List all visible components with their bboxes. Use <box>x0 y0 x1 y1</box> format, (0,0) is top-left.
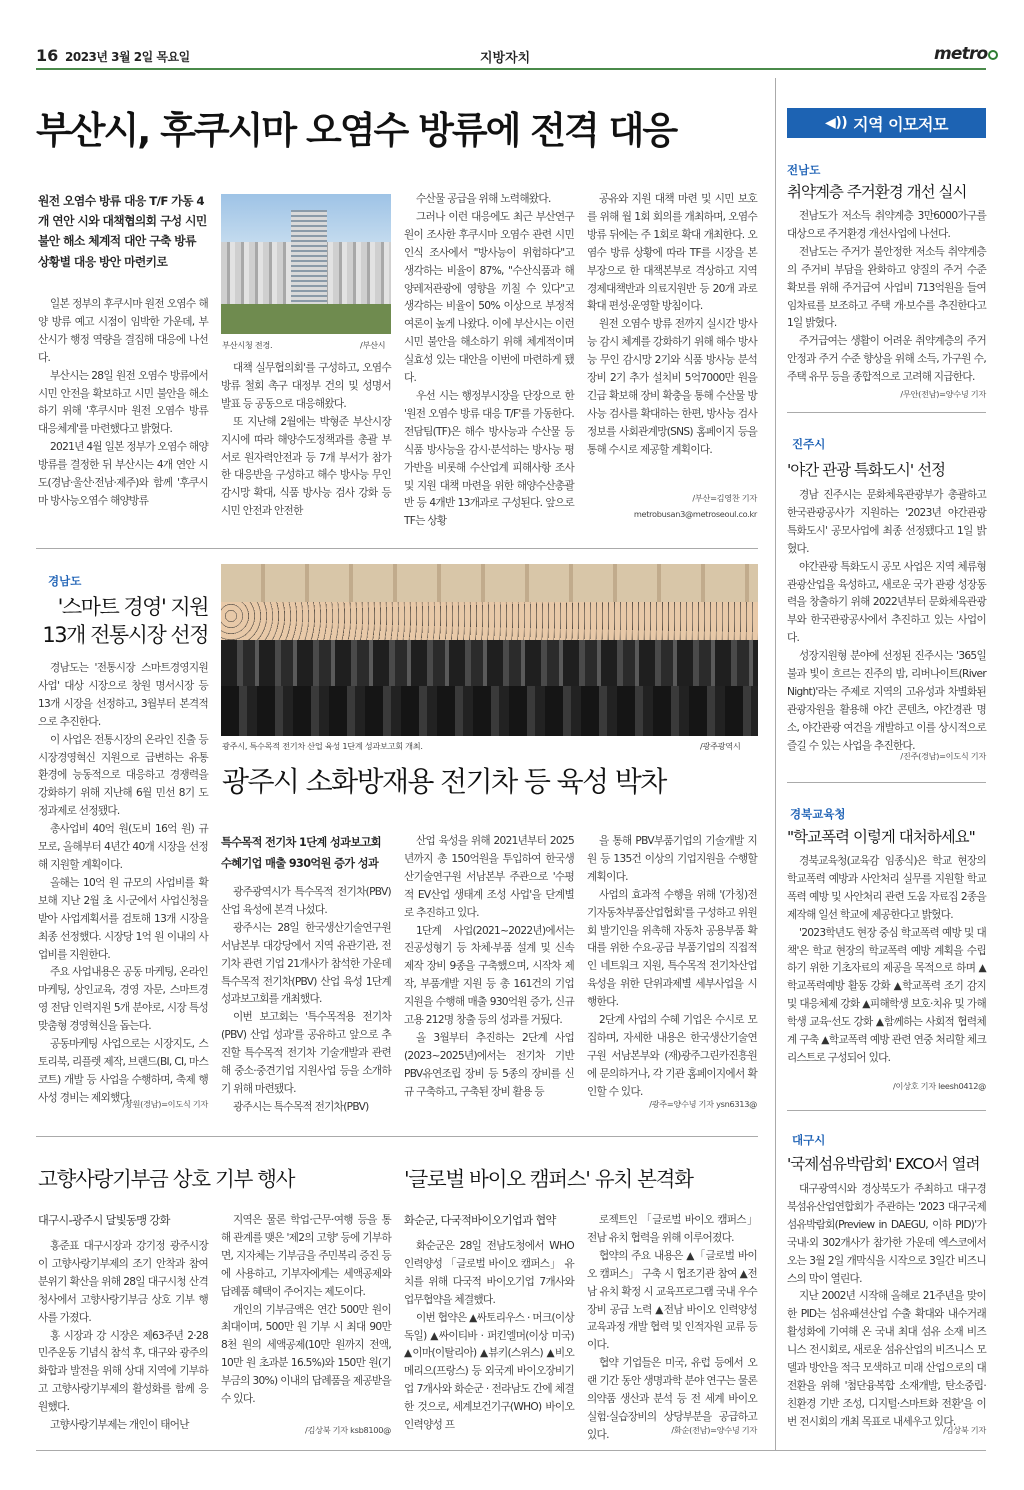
paragraph: 개인의 기부금액은 연간 500만 원이 최대이며, 500만 원 기부 시 최대 90만 8천 원의 세액공제(10만 원까지 전액, 10만 원 초과분 16.5%)와 150만 원(기부금의 30%) 이내의 답례품을 제공받을 수 있다. <box>221 1303 391 1406</box>
divider <box>36 548 758 549</box>
paragraph: 로젝트인 「글로벌 바이오 캠퍼스」 전남 유치 협력을 위해 이루어졌다. <box>587 1214 757 1244</box>
hometown-donation-subheadline: 대구시-광주시 달빛동맹 강화 <box>38 1214 170 1227</box>
side-body-jeonnam <box>787 208 986 387</box>
side-byline-jinju: /진주(경남)=이도식 기자 <box>900 751 986 761</box>
paragraph: 지역은 물론 학업·근무·여행 등을 통해 관계를 맺은 '제2의 고향' 등에 기부하면, 지자체는 기부금을 주민복리 증진 등에 사용하고, 기부자에게는 세액공제와 답례품 혜택이 주어지는 제도이다. <box>221 1214 391 1298</box>
busan-subheadline: 원전 오염수 방류 대응 T/F 가동 4개 연안 시와 대책협의회 구성 시민 불안 해소 체계적 대안 구축 방류 상황별 대응 방안 마련키로 <box>38 194 207 269</box>
paragraph: 광주광역시가 특수목적 전기차(PBV) 산업 육성에 본격 나섰다. <box>221 886 391 916</box>
paragraph: 또 지난해 2월에는 박형준 부산시장 지시에 따라 해양수도정책과를 총괄 부서로 원자력안전과 등 7개 부서가 참가한 대응반을 구성하고 해수 방사능 무인 감시망 확대, 식품 방사능 검사 강화 등 시민 안전과 안전한 <box>221 415 391 518</box>
side-divider <box>787 1110 986 1111</box>
bio-campus-body-col1 <box>404 1238 574 1435</box>
paragraph: 공동마케팅 사업으로는 시장지도, 스토리북, 리플렛 제작, 브랜드(BI, CI, 마스코트) 개발 등 사업을 수행하며, 축제 행사성 경비는 제외했다. <box>38 1038 208 1104</box>
busan-body-col1 <box>38 296 208 511</box>
paragraph: 공유와 지원 대책 마련 및 시민 보호를 위해 월 1회 회의를 개최하며, 오염수 방류 뒤에는 주 1회로 확대 개최한다. 오염수 방류 상황에 따라 TF를 시장을 본부장으로 한 대책본부로 격상하고 지역경제대책반과 의료지원반 등 20개 과로 확대 편성·운영할 방침이다. <box>587 193 757 313</box>
hometown-donation-byline: /김상북 기자 ksb8100@ <box>305 1425 391 1435</box>
busan-body-col2 <box>221 360 391 521</box>
gyeongnam-region-label: 경남도 <box>48 574 82 588</box>
gwangju-body-col2 <box>404 833 574 1102</box>
busan-photo-credit: /부산시 <box>360 340 386 350</box>
paragraph: 올해는 10억 원 규모의 사업비를 확보해 지난 2월 초 시·군에서 사업신청을 받아 사업계획서를 검토해 13개 시장을 최종 선정했다. 시장당 1억 원 이내의 사업비를 지원한다. <box>38 876 208 961</box>
paragraph: 산업 육성을 위해 2021년부터 2025년까지 총 150억원을 투입하여 한국생산기술연구원 서남본부 주관으로 '수평적 EV산업 생태계 조성 사업'을 단계별로 추진하고 있다. <box>404 835 574 919</box>
paragraph: '2023학년도 현장 중심 학교폭력 예방 및 대책'은 학교 현장의 학교폭력 예방 계획을 수립하기 위한 기초자료의 제공을 목적으로 하며 ▲학교폭력예방 활동 강화 ▲학교폭력 조기 감지 및 대응체제 강화 ▲피해학생 보호·치유 및 가해학생 교육·선도 강화 ▲함께하는 사회적 협력체계 구축 ▲학교폭력 예방 관련 연중 처리할 체크리스트로 구성되어 있다. <box>787 926 986 1064</box>
paragraph: 경남도는 '전통시장 스마트경영지원사업' 대상 시장으로 창원 명서시장 등 13개 시장을 선정하고, 3월부터 본격적으로 추진한다. <box>38 662 208 728</box>
paragraph: 주거급여는 생활이 어려운 취약계층의 주거 안정과 주거 수준 향상을 위해 소득, 가구원 수, 주택 유무 등을 종합적으로 고려해 지급한다. <box>787 335 986 384</box>
paragraph: 주요 사업내용은 공동 마케팅, 온라인 마케팅, 상인교육, 경영 자문, 스마트경영 전담 인력지원 5개 분야로, 시장 특성 맞춤형 경영혁신을 돕는다. <box>38 966 208 1033</box>
paragraph: 원전 오염수 방류 전까지 실시간 방사능 감시 체계를 강화하기 위해 해수 방사능 무인 감시망 2기와 식품 방사능 분석 장비 2기 추가 설치비 5억7000만 원을 긴급 확보해 장비 확충을 통해 수산물 방사능 검사를 확대하는 한편, 방사능 검사 정보를 사회관계망(SNS) 홈페이지 등을 통해 수시로 제공할 계획이다. <box>587 318 757 456</box>
gyeongnam-headline-line2: 13개 전통시장 선정 <box>42 623 208 647</box>
busan-headline: 부산시, 후쿠시마 오염수 방류에 전격 대응 <box>36 109 677 152</box>
gwangju-photo-credit: /광주광역시 <box>700 741 741 751</box>
gyeongnam-body <box>38 660 208 1108</box>
paragraph: 화순군은 28일 전남도청에서 WHO인력양성 「글로벌 바이오 캠퍼스」 유치를 위해 다국적 바이오기업 7개사와 업무협약을 체결했다. <box>404 1240 574 1306</box>
paragraph: 을 통해 PBV부품기업의 기술개발 지원 등 135건 이상의 기업지원을 수행할 계획이다. <box>587 835 757 883</box>
paragraph: 경북교육청(교육감 임종식)은 학교 현장의 학교폭력 예방과 사안처리 실무를 지원할 학교폭력 예방 및 사안처리 관련 도움 자료집 2종을 제작해 일선 학교에 제공한다고 밝혔다. <box>787 855 986 921</box>
paragraph: 전남도가 저소득 취약계층 3만6000가구를 대상으로 주거환경 개선사업에 나선다. <box>787 210 986 240</box>
side-body-daegu <box>787 1181 986 1432</box>
paragraph: 사업의 효과적 수행을 위해 '(가칭)전기자동차부품산업협회'를 구성하고 위원회 발기인을 위촉해 자동차 공용부품 확대를 위한 수요-공급 부품기업의 직접적인 네트워크 지원, 특수목적 전기차산업 육성을 위한 단위과제별 세부사업을 시행한다. <box>587 888 757 1009</box>
paragraph: 2021년 4월 일본 정부가 오염수 해양 방류를 결정한 뒤 부산시는 4개 연안 시도(경남·울산·전남·제주)와 함께 '후쿠시마 방사능오염수 해양방류 <box>38 441 208 507</box>
bottom-rule <box>36 1450 986 1451</box>
side-byline-gyeongbuk-edu: /이상호 기자 leesh0412@ <box>893 1081 986 1091</box>
paragraph: 수산물 공급을 위해 노력해왔다. <box>416 193 551 205</box>
paragraph: 이 사업은 전통시장의 온라인 진출 등 시장경영혁신 지원으로 급변하는 유통 환경에 능동적으로 대응하고 경쟁력을 강화하기 위해 지난해 6월 민선 8기 도정과제로 선정됐다. <box>38 733 208 818</box>
side-headline-gyeongbuk-edu: "학교폭력 이렇게 대처하세요" <box>787 828 975 846</box>
side-region-gyeongbuk-edu: 경북교육청 <box>790 807 846 821</box>
paragraph: 이번 보고회는 '특수목적용 전기차(PBV) 산업 성과'를 공유하고 앞으로 추진할 특수목적 전기차 기술개발과 관련해 중소·중견기업 지원사업 등을 소개하기 위해 마련됐다. <box>221 1011 391 1095</box>
gwangju-body-col1 <box>221 884 391 1117</box>
sidebar-banner: ◀)) 지역 이모저모 <box>787 108 986 138</box>
paragraph: 홍 시장과 강 시장은 제63주년 2·28민주운동 기념식 참석 후, 대구와 광주의 화합과 발전을 위해 상대 지역에 기부하고 고향사랑기부제의 활성화를 함께 응원했다. <box>38 1329 208 1414</box>
paragraph: 협약 기업들은 미국, 유럽 등에서 오랜 기간 동안 생명과학 분야 연구는 물론 의약품 생산과 분석 등 전 세계 바이오 실험·실습장비의 상당부분을 공급하고 있다. <box>587 1357 757 1441</box>
bio-campus-byline: /화순(전남)=양수녕 기자 <box>671 1425 757 1435</box>
gwangju-byline: /광주=양수녕 기자 ysn6313@ <box>649 1099 757 1109</box>
header-rule <box>36 68 986 70</box>
paragraph: 야간관광 특화도시 공모 사업은 지역 체류형 관광산업을 육성하고, 새로운 국가 관광 성장동력을 창출하기 위해 2022년부터 문화체육관광부와 한국관광공사에서 추진하고 있는 사업이다. <box>787 560 986 645</box>
busan-body-col3 <box>404 191 574 531</box>
paragraph: 대구광역시와 경상북도가 주최하고 대구경북섬유산업연합회가 주관하는 '2023 대구국제섬유박람회(Preview in DAEGU, 이하 PID)'가 국내·외 302개사가 참가한 가운데 엑스코에서 오는 3월 2일 개막식을 시작으로 3일간 비즈니스의 막이 열린다. <box>787 1183 986 1285</box>
side-body-gyeongbuk-edu <box>787 853 986 1068</box>
divider <box>36 1136 758 1137</box>
hometown-donation-headline: 고향사랑기부금 상호 기부 행사 <box>38 1167 295 1191</box>
paragraph: 고향사랑기부제는 개인이 태어난 <box>50 1419 189 1432</box>
paragraph: 대책 실무협의회'를 구성하고, 오염수 방류 철회 촉구 대정부 건의 및 성명서 발표 등 공동으로 대응해왔다. <box>221 362 391 410</box>
side-region-jinju: 진주시 <box>792 437 826 451</box>
gwangju-group-photo <box>221 564 758 736</box>
paragraph: 우선 시는 행정부시장을 단장으로 한 '원전 오염수 방류 대응 T/F'를 가동한다. 전담팀(TF)은 해수 방사능과 수산물 등 식품 방사능을 감시·분석하는 방사능 평가반을 비롯해 수산업계 피해사항 조사 및 지원 대책 마련을 위한 해양수산총괄반 등 4개반 13개과로 구성된다. 앞으로 TF는 상황 <box>404 389 574 528</box>
gwangju-subheadline: 특수목적 전기차 1단계 성과보고회 수혜기업 매출 930억원 증가 성과 <box>221 836 381 870</box>
side-body-jinju <box>787 487 986 756</box>
paragraph: 부산시는 28일 원전 오염수 방류에서 시민 안전을 확보하고 시민 불안을 해소하기 위해 '후쿠시마 원전 오염수 방류 대응체계'를 마련했다고 밝혔다. <box>38 369 208 436</box>
side-byline-daegu: /김상북 기자 <box>943 1425 986 1435</box>
paragraph: 올 3월부터 추진하는 2단계 사업(2023~2025년)에서는 전기차 기반 PBV유연조립 장비 등 5종의 장비를 신규 구축하고, 구축된 장비 활용 등 <box>404 1031 574 1098</box>
paragraph: 1단계 사업(2021~2022년)에서는 진공성형기 등 차체·부품 설계 및 신속 제작 장비 9종을 구축했으며, 시작차 제작, 부품개발 지원 등 총 161건의 기업지원을 수행해 매출 930억원 증가, 신규 고용 212명 창출 등의 성과를 거뒀다. <box>404 924 574 1027</box>
gwangju-body-col3 <box>587 833 757 1102</box>
paragraph: 지난 2002년 시작해 올해로 21주년을 맞이한 PID는 섬유패션산업 수출 확대와 내수거래 활성화에 기여해 온 국내 최대 섬유 소재 비즈니스 전시회로, 새로운 섬유산업의 비즈니스 모델과 방안을 적극 모색하고 미래 산업으로의 대전환을 위해 '첨단융복합 소재개발, 탄소중립·친환경 기반 조성, 디지털·스마트화 전환'을 이번 전시회의 개최 목표로 내세우고 있다. <box>787 1290 986 1428</box>
busan-body-col4 <box>587 191 757 460</box>
gwangju-headline: 광주시 소화방재용 전기차 등 육성 박차 <box>222 765 666 798</box>
busan-photo-caption: 부산시청 전경. <box>222 340 273 350</box>
side-byline-jeonnam: /무안(전남)=양수녕 기자 <box>900 389 986 399</box>
issue-date: 2023년 3월 2일 목요일 <box>65 50 190 64</box>
paragraph: 경남 진주시는 문화체육관광부가 총괄하고 한국관광공사가 지원하는 '2023년 야간관광 특화도시' 공모사업에 최종 선정됐다고 1일 밝혔다. <box>787 489 986 555</box>
hometown-donation-body-col2 <box>221 1212 391 1409</box>
side-divider <box>787 412 986 413</box>
paragraph: 광주시는 28일 한국생산기술연구원 서남본부 대강당에서 지역 유관기관, 전기차 관련 기업 21개사가 참석한 가운데 특수목적 전기차(PBV) 산업 육성 1단계 성과보고회를 개최했다. <box>221 921 391 1006</box>
metro-logo: metro <box>934 44 998 64</box>
side-headline-jinju: '야간 관광 특화도시' 선정 <box>787 461 946 479</box>
paragraph: 협약의 주요 내용은 ▲「글로벌 바이오 캠퍼스」 구축 시 협조기관 참여 ▲전남 유치 확정 시 교육프로그램 국내 우수 장비 공급 노력 ▲전남 바이오 인력양성 교육과정 개발 협력 및 인적자원 교류 등이다. <box>587 1249 757 1352</box>
gwangju-photo-caption: 광주시, 특수목적 전기차 산업 육성 1단계 성과보고회 개최. <box>222 741 423 751</box>
paragraph: 전남도는 주거가 불안정한 저소득 취약계층의 주거비 부담을 완화하고 양질의 주거 수준 확보를 위해 주거급여 사업비 713억원을 들여 임차료를 보조하고 주택 개·보수를 추진한다고 1일 밝혔다. <box>787 245 986 330</box>
busan-byline: /부산=김영찬 기자 <box>692 493 757 503</box>
speaker-icon: ◀)) <box>825 115 848 131</box>
paragraph: 광주시는 특수목적 전기차(PBV) <box>233 1100 369 1113</box>
paragraph: 2단계 사업의 수혜 기업은 수시로 모집하며, 자세한 내용은 한국생산기술연구원 서남본부와 (재)광주그린카진흥원에 문의하거나, 각 기관 홈페이지에서 확인할 수 있다. <box>587 1014 757 1098</box>
bio-campus-body-col2 <box>587 1212 757 1445</box>
paragraph: 홍준표 대구시장과 강기정 광주시장이 고향사랑기부제의 조기 안착과 참여 분위기 확산을 위해 28일 대구시청 산격청사에서 고향사랑기부금 상호 기부 행사를 가졌다. <box>38 1240 208 1324</box>
hometown-donation-body-col1 <box>38 1238 208 1435</box>
gyeongnam-headline-line1: '스마트 경영' 지원 <box>57 595 208 619</box>
busan-email: metrobusan3@metroseoul.co.kr <box>633 509 757 519</box>
bio-campus-headline: '글로벌 바이오 캠퍼스' 유치 본격화 <box>404 1167 693 1191</box>
side-divider <box>787 782 986 783</box>
gyeongnam-byline: /창원(경남)=이도식 기자 <box>122 1099 208 1109</box>
sidebar-divider <box>775 78 776 1450</box>
side-headline-daegu: '국제섬유박람회' EXCO서 열려 <box>787 1155 980 1173</box>
side-region-jeonnam: 전남도 <box>787 163 821 177</box>
paragraph: 성장지원형 분야에 선정된 진주시는 '365일 불과 빛이 흐르는 진주의 밤, 리버나이트(River Night)'라는 주제로 지역의 고유성과 차별화된 관광자원을 활용해 야간 콘텐츠, 야간경관 명소, 야간관광 여건을 개발하고 이를 상시적으로 즐길 수 있는 사업을 추진한다. <box>787 650 986 752</box>
busan-city-hall-photo <box>221 194 391 334</box>
paragraph: 일본 정부의 후쿠시마 원전 오염수 해양 방류 예고 시점이 임박한 가운데, 부산시가 행정 역량을 결집해 대응에 나선다. <box>38 298 208 364</box>
bio-campus-subheadline: 화순군, 다국적바이오기업과 협약 <box>404 1214 556 1227</box>
page-number: 16 <box>36 46 59 65</box>
section-title: 지방자치 <box>480 51 531 66</box>
paragraph: 총사업비 40억 원(도비 16억 원) 규모로, 올해부터 4년간 40개 시장을 선정해 지원할 계획이다. <box>38 823 208 871</box>
side-region-daegu: 대구시 <box>792 1133 826 1147</box>
side-headline-jeonnam: 취약계층 주거환경 개선 실시 <box>787 183 967 201</box>
paragraph: 이번 협약은 ▲싸토리우스 · 머크(이상 독일) ▲싸이티바 · 퍼킨엘머(이상 미국) ▲이마(이탈리아) ▲뷰키(스위스) ▲비오메리으(프랑스) 등 외국계 바이오장비기업 7개사와 화순군 · 전라남도 간에 체결한 것으로, 세계보건기구(WHO) 바이오 인력양성 프 <box>404 1311 574 1432</box>
paragraph: 그러나 이런 대응에도 최근 부산연구원이 조사한 후쿠시마 오염수 관련 시민 인식 조사에서 "방사능이 위험하다"고 생각하는 비율이 87%, "수산식품과 해양레저관광에 영향을 끼칠 수 있다"고 생각하는 비율이 50% 이상으로 부정적 여론이 높게 나왔다. 이에 부산시는 이런 시민 불안을 해소하기 위해 체계적이며 실효성 있는 대안을 이번에 마련하게 됐다. <box>404 210 574 385</box>
